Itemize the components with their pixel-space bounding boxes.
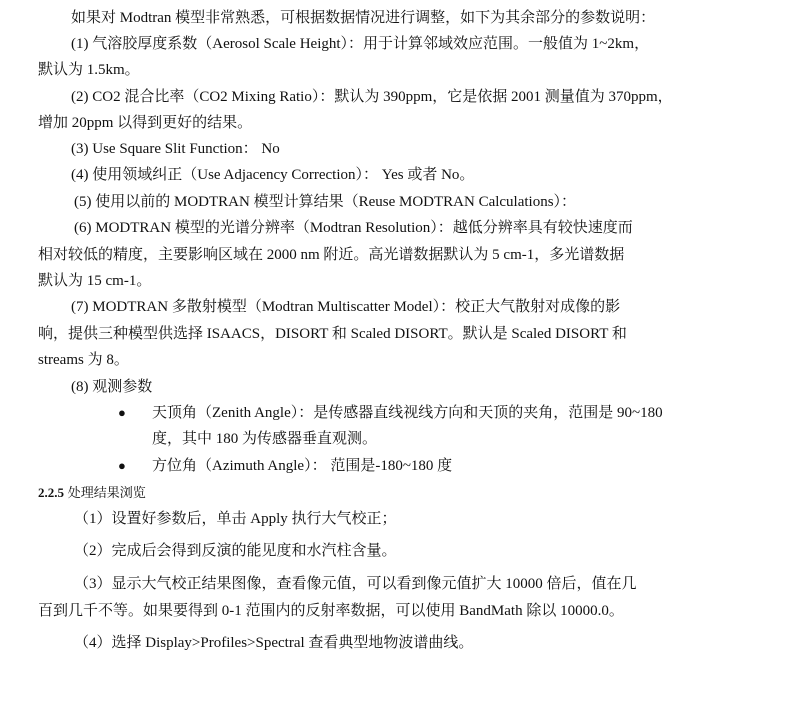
param-multiscatter-line-2: 响，提供三种模型供选择 ISAACS，DISORT 和 Scaled DISORT。默认是 Scaled DISORT 和: [38, 326, 627, 342]
param-multiscatter-line-1: (7) MODTRAN 多散射模型（Modtran Multiscatter Model）：校正大气散射对成像的影: [71, 299, 621, 315]
param-aerosol-line-1: (1) 气溶胶厚度系数（Aerosol Scale Height）：用于计算邻域效应范围。一般值为 1~2km，: [71, 36, 650, 52]
param-co2-line-1: (2) CO2 混合比率（CO2 Mixing Ratio）：默认为 390ppm，它是依据 2001 测量值为 370ppm，: [71, 89, 673, 105]
section-title: 处理结果浏览: [67, 485, 146, 500]
param-resolution-line-1: (6) MODTRAN 模型的光谱分辨率（Modtran Resolution）：越低分辨率具有较快速度而: [74, 220, 633, 236]
step-3-line-1: （3）显示大气校正结果图像，查看像元值，可以看到像元值扩大 10000 倍后，值在几: [74, 576, 637, 592]
azimuth-angle: 方位角（Azimuth Angle）： 范围是-180~180 度: [152, 458, 453, 474]
param-square-slit: (3) Use Square Slit Function： No: [71, 141, 280, 157]
zenith-angle-line-2: 度，其中 180 为传感器垂直观测。: [152, 431, 378, 447]
step-2: （2）完成后会得到反演的能见度和水汽柱含量。: [74, 543, 397, 559]
param-reuse-modtran: (5) 使用以前的 MODTRAN 模型计算结果（Reuse MODTRAN Calculations）：: [74, 194, 577, 210]
step-1: （1）设置好参数后，单击 Apply 执行大气校正；: [74, 511, 397, 527]
param-adjacency: (4) 使用领域纠正（Use Adjacency Correction）： Yes 或者 No。: [71, 167, 475, 183]
step-4: （4）选择 Display>Profiles>Spectral 查看典型地物波谱曲线。: [74, 635, 474, 651]
bullet-icon: ●: [118, 405, 126, 420]
param-aerosol-line-2: 默认为 1.5km。: [38, 62, 140, 78]
param-resolution-line-2: 相对较低的精度，主要影响区域在 2000 nm 附近。高光谱数据默认为 5 cm-1，多光谱数据: [38, 247, 625, 263]
param-resolution-line-3: 默认为 15 cm-1。: [38, 273, 152, 289]
bullet-icon: ●: [118, 458, 126, 473]
param-co2-line-2: 增加 20ppm 以得到更好的结果。: [38, 115, 253, 131]
section-heading: [38, 483, 146, 503]
intro-paragraph: 如果对 Modtran 模型非常熟悉，可根据数据情况进行调整，如下为其余部分的参数说明：: [71, 10, 656, 26]
step-3-line-2: 百到几千不等。如果要得到 0-1 范围内的反射率数据，可以使用 BandMath 除以 10000.0。: [38, 603, 624, 619]
param-multiscatter-line-3: streams 为 8。: [38, 352, 129, 368]
section-number: 2.2.5: [38, 485, 64, 500]
zenith-angle-line-1: 天顶角（Zenith Angle）：是传感器直线视线方向和天顶的夹角，范围是 90~180: [152, 405, 663, 421]
param-observation: (8) 观测参数: [71, 379, 153, 395]
